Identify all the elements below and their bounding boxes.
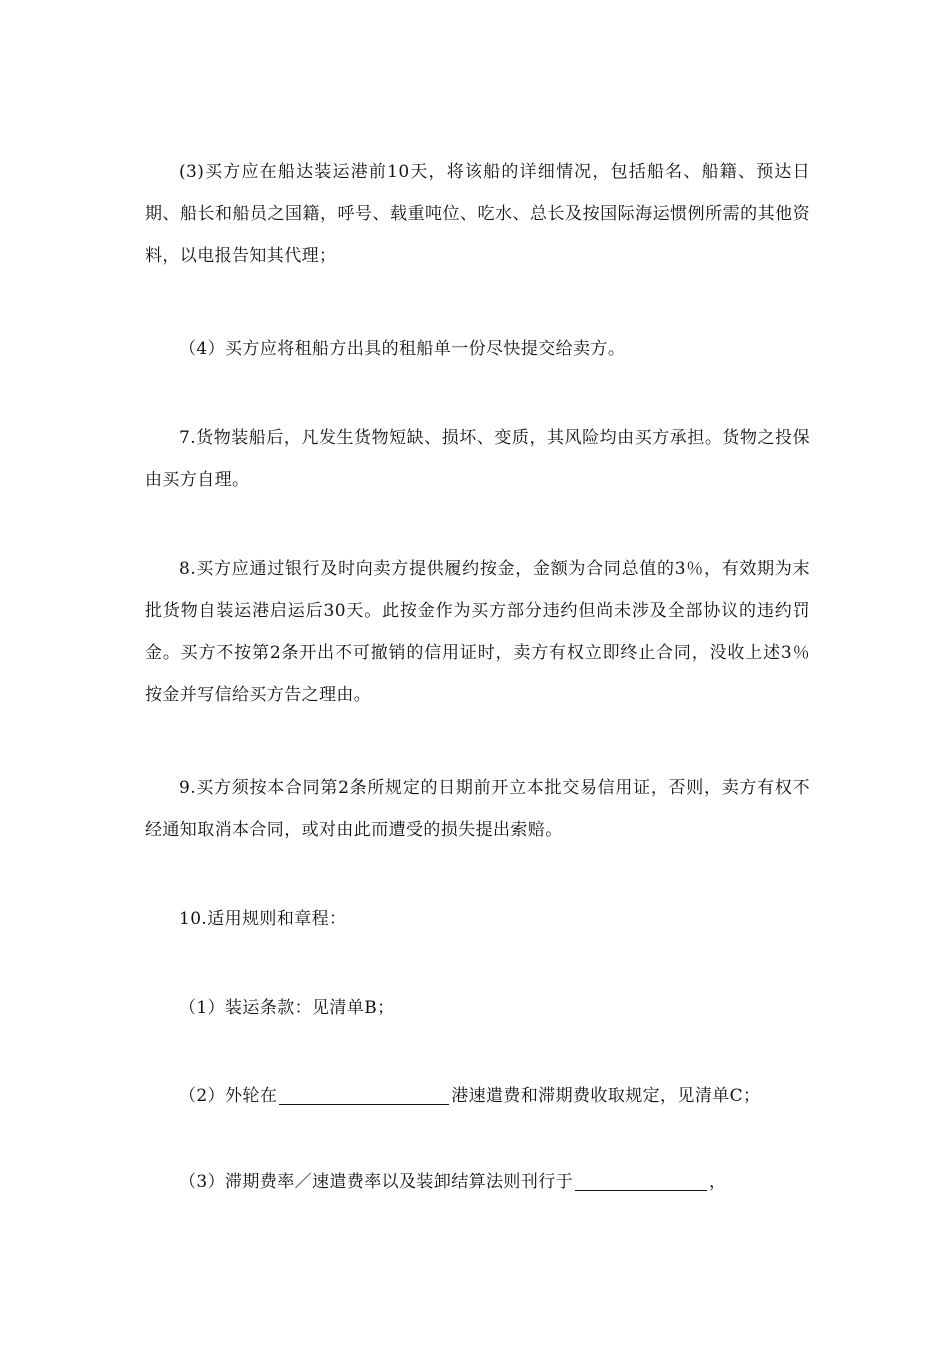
paragraph-10-2-demurrage-rules — [145, 1075, 810, 1117]
port-name-blank — [279, 1084, 449, 1105]
paragraph-6-4-charter-party — [145, 328, 810, 370]
paragraph-10-text: 10.适用规则和章程： — [179, 909, 347, 929]
paragraph-8-deposit: 8.买方应通过银行及时向卖方提供履约按金，金额为合同总值的3％，有效期为末批货物自装运港启运后30天。此按金作为买方部分违约但尚未涉及全部协议的违约罚金。买方不按第2条开出不可撤销的信用证时，卖方有权立即终止合同，没收上述3％按金并写信给买方告之理由。 — [145, 559, 810, 705]
paragraph-7-risk: 7.货物装船后，凡发生货物短缺、损坏、变质，其风险均由买方承担。货物之投保由买方自理。 — [145, 428, 810, 490]
paragraph-6-4-text: （4）买方应将租船方出具的租船单一份尽快提交给卖方。 — [179, 339, 626, 359]
publication-blank — [575, 1170, 707, 1191]
paragraph-6-3-ship-details: (3)买方应在船达装运港前10天，将该船的详细情况，包括船名、船籍、预达日期、船长和船员之国籍，呼号、载重吨位、吃水、总长及按国际海运惯例所需的其他资料，以电报告知其代理； — [145, 162, 810, 266]
paragraph-10-1-shipping-terms — [145, 987, 810, 1029]
paragraph-10-3-text-after: ， — [709, 1172, 727, 1192]
paragraph-10-3-text-before: （3）滞期费率／速遣费率以及装卸结算法则刊行于 — [179, 1172, 574, 1192]
paragraph-10-2-text-after: 港速遣费和滞期费收取规定，见清单C； — [451, 1086, 761, 1106]
paragraph-10-3-rates-publication — [145, 1161, 810, 1203]
paragraph-10-1-text: （1）装运条款：见清单B； — [179, 998, 395, 1018]
paragraph-10-heading — [145, 898, 810, 940]
paragraph-9-letter-of-credit: 9.买方须按本合同第2条所规定的日期前开立本批交易信用证，否则，卖方有权不经通知取消本合同，或对由此而遭受的损失提出索赔。 — [145, 778, 810, 840]
paragraph-10-2-text-before: （2）外轮在 — [179, 1086, 278, 1106]
